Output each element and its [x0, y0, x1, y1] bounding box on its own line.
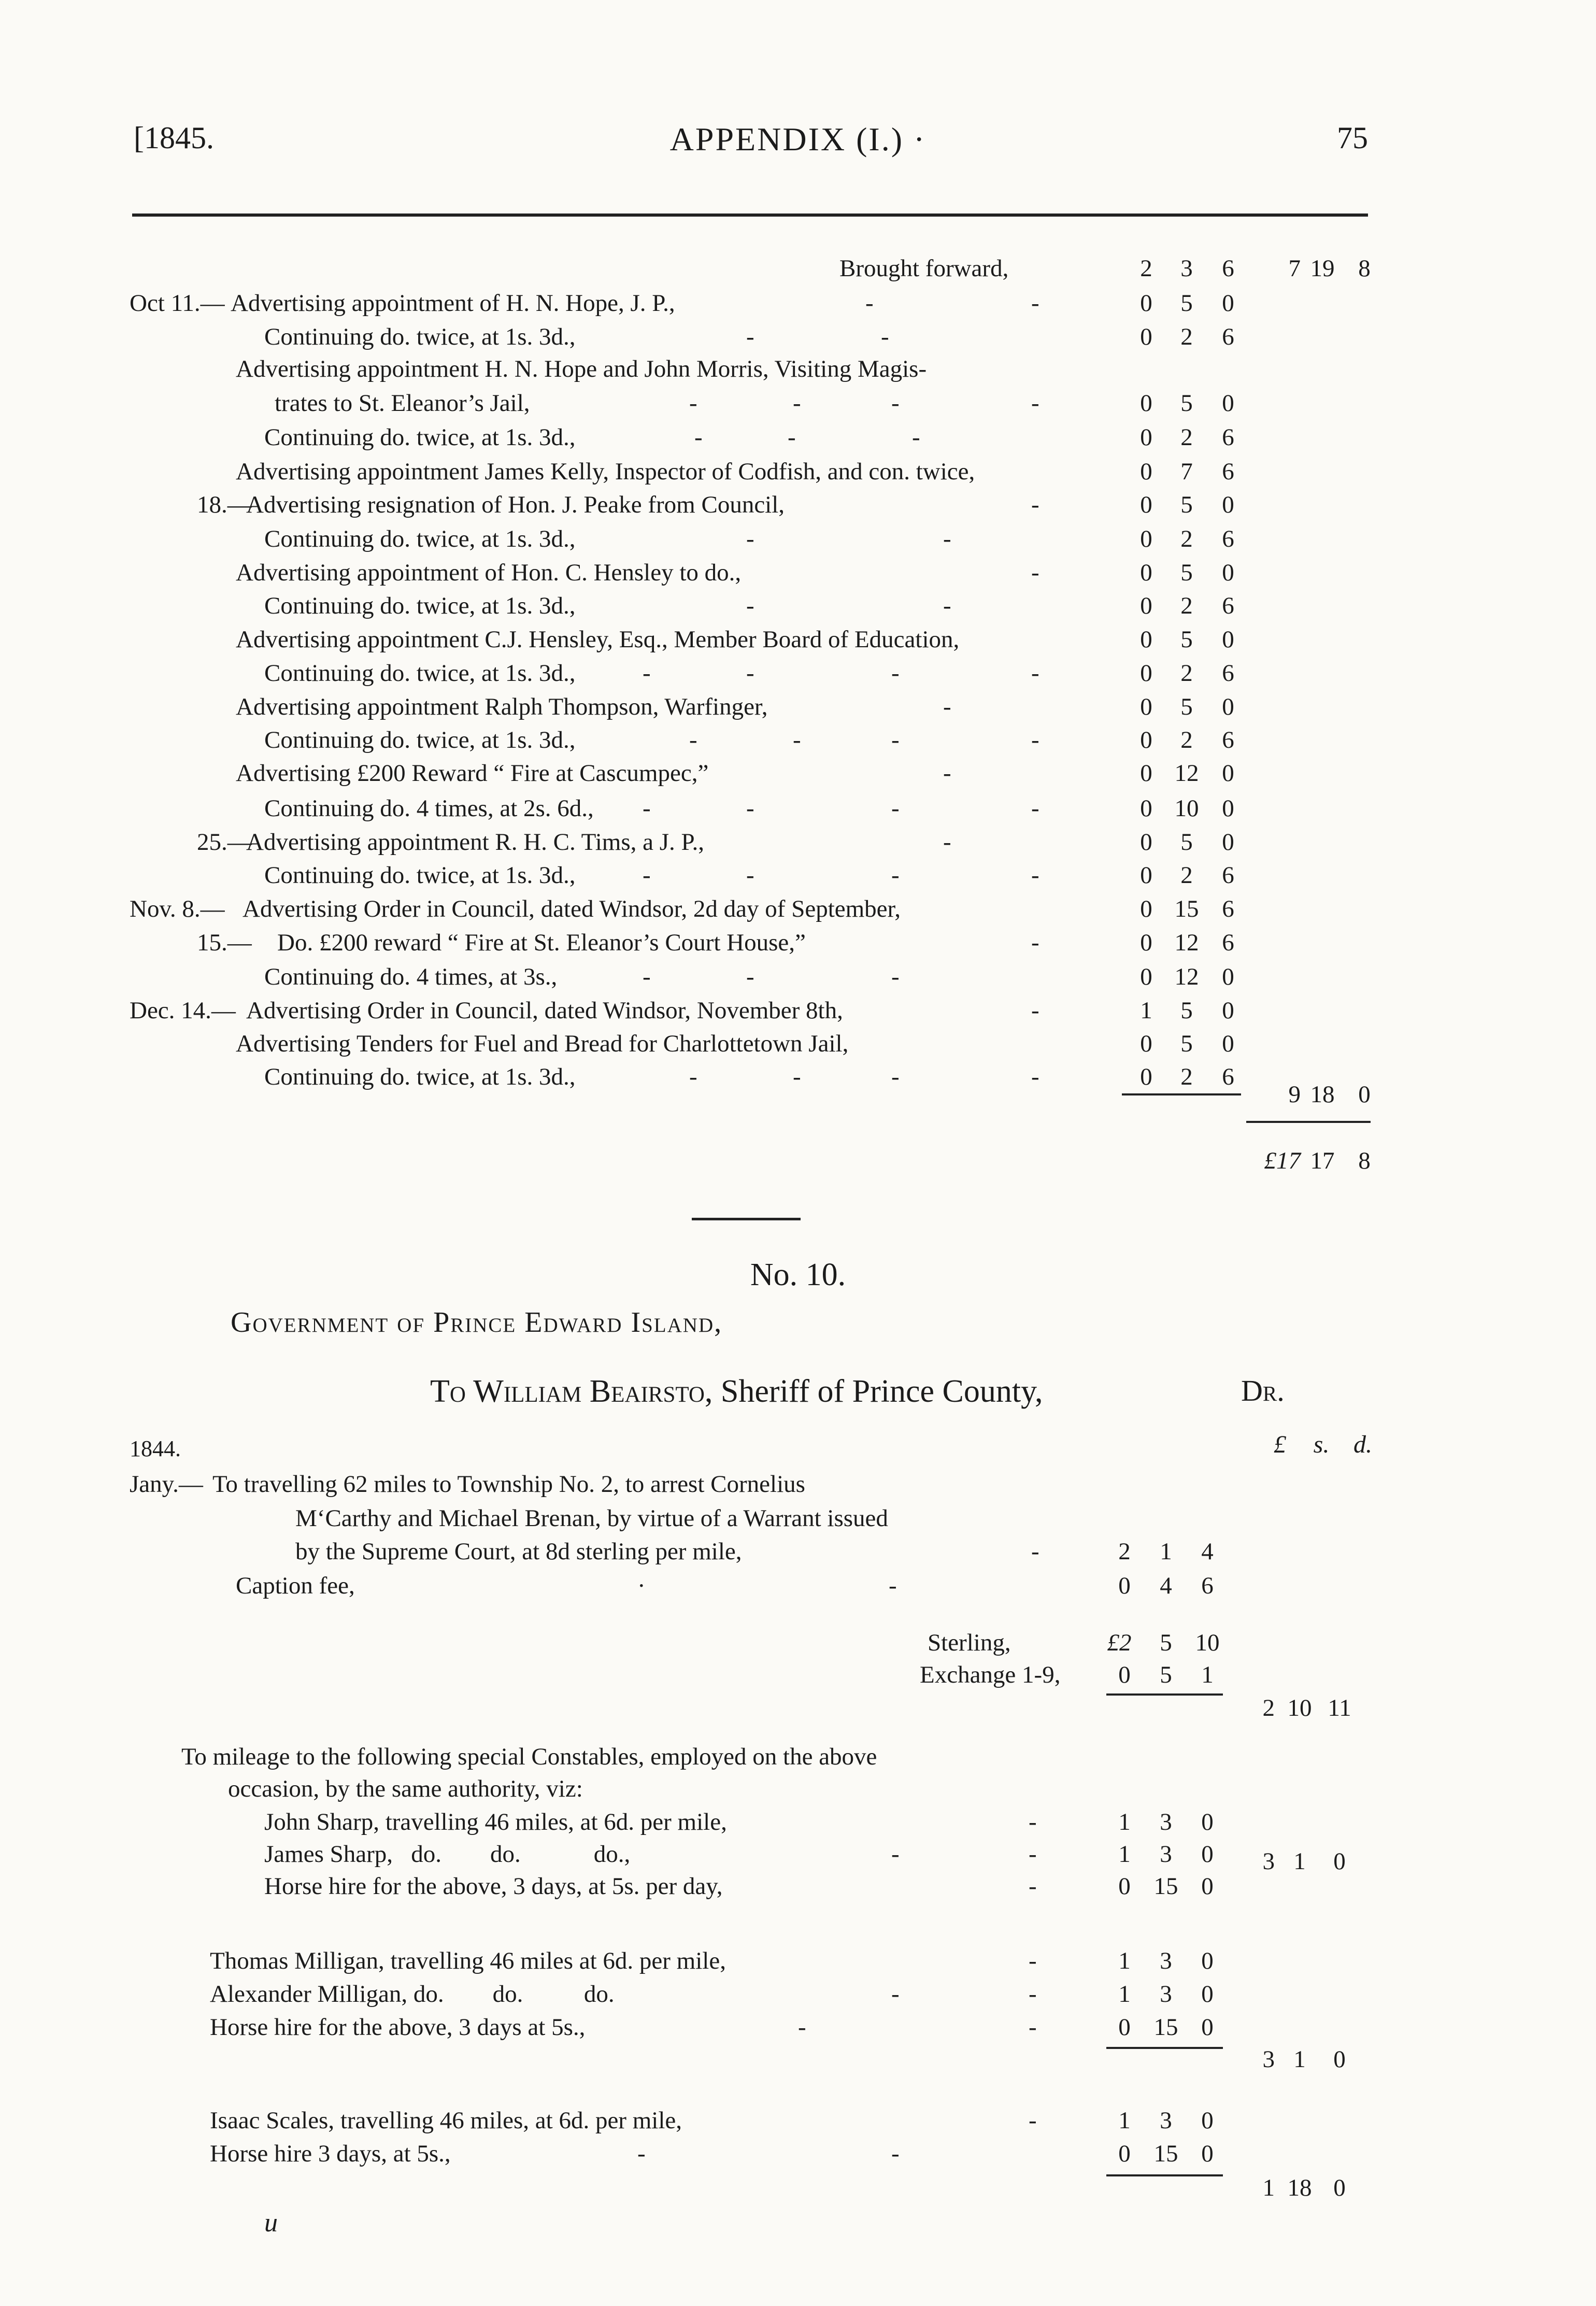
amount-shillings: 15: [1174, 895, 1199, 922]
brought-forward-label: Brought forward,: [839, 255, 1009, 282]
grand-total-pence: 8: [1358, 1147, 1371, 1174]
entry-row: Continuing do. twice, at 1s. 3d., - - 0 2 6: [0, 589, 1596, 622]
account-heading-role: Sheriff of Prince County,: [712, 1374, 1043, 1409]
entry-row: Continuing do. twice, at 1s. 3d., - - - - 0 2 6: [0, 657, 1596, 690]
amount-pounds: 0: [1140, 760, 1152, 787]
amount-shillings: 5: [1180, 491, 1193, 518]
entry-text: Advertising resignation of Hon. J. Peake from Council,: [246, 491, 785, 518]
amount-pounds: 0: [1140, 693, 1152, 720]
amount-pounds: 0: [1140, 1063, 1152, 1090]
currency-pence-label: d.: [1353, 1431, 1372, 1458]
total-shillings: 18: [1287, 2174, 1312, 2201]
entry-text: Continuing do. 4 times, at 2s. 6d.,: [264, 795, 594, 822]
amount-pounds: 1: [1118, 1981, 1131, 2008]
entry-text: Advertising Order in Council, dated Windsor, November 8th,: [246, 997, 843, 1024]
amount-shillings: 3: [1160, 1947, 1172, 1974]
sterling-shillings: 5: [1160, 1629, 1172, 1656]
amount-pence: 0: [1201, 2140, 1214, 2167]
total-shillings: 1: [1293, 2046, 1306, 2073]
entry-text: Advertising £200 Reward “ Fire at Cascumpec,”: [236, 760, 709, 787]
amount-pounds: 0: [1140, 424, 1152, 451]
entry-text: Advertising appointment of Hon. C. Hensley to do.,: [236, 559, 742, 586]
amount-shillings: 12: [1174, 760, 1199, 787]
entry-row: [0, 892, 1596, 926]
account-year: 1844.: [130, 1436, 181, 1461]
jany-shillings: 1: [1160, 1538, 1172, 1565]
entry-text: Continuing do. twice, at 1s. 3d.,: [264, 592, 576, 619]
amount-pounds: 0: [1140, 929, 1152, 956]
amount-shillings: 2: [1180, 424, 1193, 451]
constable-row: Thomas Milligan, travelling 46 miles at 6d. per mile, - 1 3 0: [0, 1944, 1596, 1977]
amount-pounds: 0: [1140, 592, 1152, 619]
amount-pence: 6: [1222, 592, 1234, 619]
amount-shillings: 2: [1180, 323, 1193, 350]
currency-shillings-label: s.: [1313, 1431, 1330, 1458]
caption-label: Caption fee,: [236, 1572, 355, 1599]
amount-shillings: 3: [1160, 1841, 1172, 1868]
constable-text: John Sharp, travelling 46 miles, at 6d. per mile,: [264, 1809, 727, 1835]
sub1-total-shillings: 10: [1287, 1695, 1312, 1721]
total-shillings: 19: [1310, 255, 1335, 282]
entry-row: 18.— Advertising resignation of Hon. J. Peake from Council, - 0 5 0: [0, 488, 1596, 521]
amount-shillings: 2: [1180, 727, 1193, 753]
entry-row: Advertising £200 Reward “ Fire at Cascumpec,” - 0 12 0: [0, 757, 1596, 790]
total-pounds: 3: [1262, 2046, 1275, 2073]
amount-pounds: 0: [1140, 458, 1152, 485]
amount-pence: 0: [1201, 2014, 1214, 2041]
entry-row: Continuing do. twice, at 1s. 3d., - - - - 0 2 6: [0, 1060, 1596, 1093]
amount-shillings: 2: [1180, 862, 1193, 889]
header-rule: [132, 213, 1368, 217]
amount-pence: 6: [1222, 660, 1234, 687]
amount-pence: 0: [1222, 390, 1234, 417]
entry-row: [0, 1027, 1596, 1060]
government-heading: Government of Prince Edward Island,: [231, 1306, 723, 1339]
entry-row: trates to St. Eleanor’s Jail, - - - - 0 5 0: [0, 387, 1596, 420]
amount-shillings: 10: [1174, 795, 1199, 822]
entry-row: Continuing do. twice, at 1s. 3d., - - - - 0 2 6: [0, 723, 1596, 757]
amount-shillings: 5: [1180, 290, 1193, 317]
entry-row: Oct 11.— Advertising appointment of H. N. Hope, J. P., - - 0 5 0: [0, 287, 1596, 320]
entry-row: 15.— Do. £200 reward “ Fire at St. Eleanor’s Court House,” - 0 12 6: [0, 926, 1596, 959]
amount-shillings: 15: [1153, 1873, 1178, 1900]
debtor-label: Dr.: [1241, 1374, 1285, 1407]
entry-text: Continuing do. twice, at 1s. 3d.,: [264, 525, 576, 552]
entry-row: [0, 623, 1596, 656]
mileage-text-2: occasion, by the same authority, viz:: [228, 1775, 583, 1802]
amount-pence: 0: [1222, 626, 1234, 653]
exchange-shillings: 5: [1160, 1661, 1172, 1688]
sterling-pounds: £2: [1107, 1629, 1132, 1656]
entry-row: Continuing do. twice, at 1s. 3d., - - - 0 2 6: [0, 421, 1596, 454]
entry-date: 25.—: [197, 829, 252, 856]
header-page-number: 75: [1337, 121, 1368, 155]
entry-row: [0, 455, 1596, 488]
total-pence: 0: [1333, 2046, 1346, 2073]
amount-shillings: 5: [1180, 559, 1193, 586]
entry-text: Advertising appointment of H. N. Hope, J. P.,: [231, 290, 675, 317]
amount-shillings: 5: [1180, 829, 1193, 856]
amount-pence: 0: [1222, 760, 1234, 787]
entry-date: 18.—: [197, 491, 252, 518]
exchange-pounds: 0: [1118, 1661, 1131, 1688]
amount-shillings: 12: [1174, 963, 1199, 990]
constable-row: Alexander Milligan, do. do. do. - - 1 3 0: [0, 1977, 1596, 2011]
jany-date: Jany.—: [130, 1471, 203, 1498]
constable-row: John Sharp, travelling 46 miles, at 6d. per mile, - 1 3 0: [0, 1805, 1596, 1839]
amount-pence: 0: [1222, 693, 1234, 720]
entry-row: Continuing do. 4 times, at 3s., - - - 0 12 0: [0, 960, 1596, 993]
entry-text: Advertising appointment R. H. C. Tims, a J. P.,: [246, 829, 704, 856]
amount-pounds: 0: [1140, 626, 1152, 653]
entry-row: Continuing do. twice, at 1s. 3d., - - - - 0 2 6: [0, 859, 1596, 892]
amount-pence: 0: [1222, 1030, 1234, 1057]
amount-shillings: 15: [1153, 2140, 1178, 2167]
caption-pence: 6: [1201, 1572, 1214, 1599]
caption-row: Caption fee, · - 0 4 6: [0, 1569, 1596, 1602]
sterling-label: Sterling,: [928, 1629, 1011, 1656]
amount-pence: 0: [1222, 795, 1234, 822]
section-total-pence: 0: [1358, 1081, 1371, 1108]
entry-text: trates to St. Eleanor’s Jail,: [275, 390, 530, 417]
header-year: [1845.: [134, 121, 214, 155]
amount-pounds: 0: [1140, 862, 1152, 889]
entry-date: Dec. 14.—: [130, 997, 236, 1024]
brought-forward-row: [0, 252, 1596, 285]
amount-shillings: 2: [1180, 1063, 1193, 1090]
jany-pounds: 2: [1118, 1538, 1131, 1565]
sub1-total-row: [0, 1691, 1596, 1725]
constable-row: Horse hire 3 days, at 5s., - - 0 15 0: [0, 2137, 1596, 2170]
amount-shillings: 5: [1180, 1030, 1193, 1057]
account-heading-name: To William Beairsto,: [430, 1374, 713, 1409]
constable-text: Horse hire for the above, 3 days, at 5s. per day,: [264, 1873, 723, 1900]
amount-pence: 0: [1201, 2107, 1214, 2134]
exchange-pence: 1: [1201, 1661, 1214, 1688]
jany-text-2: M‘Carthy and Michael Brenan, by virtue of a Warrant issued: [295, 1505, 888, 1532]
total-pounds: 1: [1262, 2174, 1275, 2201]
amount-pence: 6: [1222, 525, 1234, 552]
amount-pence: 6: [1222, 727, 1234, 753]
constable-row: Isaac Scales, travelling 46 miles, at 6d. per mile, - 1 3 0: [0, 2104, 1596, 2137]
entry-text: Continuing do. 4 times, at 3s.,: [264, 963, 558, 990]
mileage-line-2: [0, 1772, 1596, 1805]
jany-pence: 4: [1201, 1538, 1214, 1565]
constable-text: Horse hire for the above, 3 days at 5s.,: [210, 2014, 586, 2041]
amount-shillings: 3: [1160, 1809, 1172, 1835]
constable-row: James Sharp, do. do. do., - - 1 3 0: [0, 1838, 1596, 1871]
amount-shillings: 5: [1180, 997, 1193, 1024]
amount-pounds: 0: [1140, 829, 1152, 856]
amount-shillings: 7: [1180, 458, 1193, 485]
jany-text-1: To travelling 62 miles to Township No. 2, to arrest Cornelius: [212, 1471, 805, 1498]
entry-row: Continuing do. twice, at 1s. 3d., - - 0 2 6: [0, 320, 1596, 353]
entry-date: Oct 11.—: [130, 290, 225, 317]
entry-row: Advertising appointment of Hon. C. Hensley to do., - 0 5 0: [0, 556, 1596, 589]
jany-line-2: [0, 1502, 1596, 1535]
entry-row: 25.— Advertising appointment R. H. C. Tims, a J. P., - 0 5 0: [0, 825, 1596, 859]
constable-text: Horse hire 3 days, at 5s.,: [210, 2140, 451, 2167]
entry-text: Advertising appointment Ralph Thompson, Warfinger,: [236, 693, 768, 720]
amount-pence: 0: [1201, 1841, 1214, 1868]
amount-pence: 6: [1222, 323, 1234, 350]
grand-total-shillings: 17: [1310, 1147, 1335, 1174]
entry-text: Advertising appointment James Kelly, Inspector of Codfish, and con. twice,: [236, 458, 975, 485]
mileage-line-1: [0, 1740, 1596, 1773]
amount-pounds: 0: [1140, 727, 1152, 753]
amount-shillings: 3: [1160, 1981, 1172, 2008]
entry-date: 15.—: [197, 929, 252, 956]
amount-pence: 6: [1222, 862, 1234, 889]
caption-shillings: 4: [1160, 1572, 1172, 1599]
amount-pounds: 1: [1118, 2107, 1131, 2134]
exchange-row: [0, 1658, 1596, 1691]
amount-shillings: 5: [1180, 626, 1193, 653]
entry-text: Do. £200 reward “ Fire at St. Eleanor’s Court House,”: [277, 929, 806, 956]
amount-shillings: 5: [1180, 390, 1193, 417]
amount-pence: 6: [1222, 424, 1234, 451]
amount-pounds: 0: [1118, 2014, 1131, 2041]
amount-pounds: 0: [1140, 323, 1152, 350]
amount-pence: 0: [1222, 290, 1234, 317]
total-pence: 8: [1358, 255, 1371, 282]
entry-text: Continuing do. twice, at 1s. 3d.,: [264, 424, 576, 451]
section-total-row: [0, 1078, 1596, 1111]
amount-pence: 0: [1222, 963, 1234, 990]
entry-text: Continuing do. twice, at 1s. 3d.,: [264, 727, 576, 753]
amount-shillings: 2: [1180, 525, 1193, 552]
group3-total-row: [0, 2171, 1596, 2204]
amount-pence: 6: [1222, 458, 1234, 485]
group2-total-row: [0, 2043, 1596, 2076]
amount-pounds: 0: [1140, 525, 1152, 552]
amount-shillings: 2: [1180, 592, 1193, 619]
amount-pence: 6: [1222, 255, 1234, 282]
caption-pounds: 0: [1118, 1572, 1131, 1599]
entry-text: Advertising appointment H. N. Hope and John Morris, Visiting Magis-: [236, 355, 927, 382]
entry-text: Continuing do. twice, at 1s. 3d.,: [264, 323, 576, 350]
grand-total-rule: [1246, 1121, 1371, 1123]
section-number: No. 10.: [750, 1257, 846, 1292]
amount-pence: 0: [1201, 1947, 1214, 1974]
amount-pence: 6: [1222, 1063, 1234, 1090]
entry-text: Continuing do. twice, at 1s. 3d.,: [264, 1063, 576, 1090]
entry-text: Advertising appointment C.J. Hensley, Esq., Member Board of Education,: [236, 626, 960, 653]
jany-line-1: [0, 1468, 1596, 1501]
amount-pounds: 0: [1118, 1873, 1131, 1900]
constable-text: James Sharp, do. do. do.,: [264, 1841, 631, 1868]
sub1-total-pounds: 2: [1262, 1695, 1275, 1721]
amount-pence: 0: [1222, 997, 1234, 1024]
amount-pounds: 0: [1140, 390, 1152, 417]
grand-total-pounds: £17: [1264, 1147, 1301, 1174]
amount-pence: 0: [1201, 1981, 1214, 2008]
section-total-pounds: 9: [1288, 1081, 1301, 1108]
sterling-row: [0, 1626, 1596, 1659]
amount-pounds: 1: [1118, 1841, 1131, 1868]
entry-date: Nov. 8.—: [130, 895, 225, 922]
jany-line-3: by the Supreme Court, at 8d sterling per mile, - 2 1 4: [0, 1535, 1596, 1568]
jany-text-3: by the Supreme Court, at 8d sterling per mile,: [295, 1538, 742, 1565]
section-divider: [692, 1218, 801, 1220]
amount-pounds: 1: [1118, 1947, 1131, 1974]
entry-text: Advertising Order in Council, dated Windsor, 2d day of September,: [243, 895, 901, 922]
amount-shillings: 5: [1180, 693, 1193, 720]
entry-row: Continuing do. 4 times, at 2s. 6d., - - - - 0 10 0: [0, 792, 1596, 825]
total-pounds: 7: [1288, 255, 1301, 282]
entry-row: [0, 352, 1596, 386]
amount-shillings: 15: [1153, 2014, 1178, 2041]
amount-pounds: 0: [1140, 491, 1152, 518]
amount-pence: 0: [1222, 491, 1234, 518]
signature-mark: u: [264, 2208, 278, 2238]
amount-shillings: 3: [1160, 2107, 1172, 2134]
exchange-label: Exchange 1-9,: [920, 1661, 1061, 1688]
currency-header: [1259, 1430, 1384, 1459]
header-title: APPENDIX (I.) ·: [669, 121, 927, 158]
total-pence: 0: [1333, 2174, 1346, 2201]
entry-row: Dec. 14.— Advertising Order in Council, dated Windsor, November 8th, - 1 5 0: [0, 994, 1596, 1027]
amount-shillings: 2: [1180, 660, 1193, 687]
amount-pounds: 1: [1140, 997, 1152, 1024]
amount-shillings: 3: [1180, 255, 1193, 282]
amount-pence: 0: [1201, 1873, 1214, 1900]
section-total-shillings: 18: [1310, 1081, 1335, 1108]
constable-text: Thomas Milligan, travelling 46 miles at 6d. per mile,: [210, 1947, 726, 1974]
amount-shillings: 12: [1174, 929, 1199, 956]
entry-text: Continuing do. twice, at 1s. 3d.,: [264, 660, 576, 687]
entry-text: Continuing do. twice, at 1s. 3d.,: [264, 862, 576, 889]
entry-row: Continuing do. twice, at 1s. 3d., - - 0 2 6: [0, 522, 1596, 556]
amount-pounds: 0: [1140, 895, 1152, 922]
constable-row: Horse hire for the above, 3 days, at 5s. per day, - 0 15 0: [0, 1870, 1596, 1903]
amount-pounds: 0: [1140, 290, 1152, 317]
amount-pounds: 0: [1140, 660, 1152, 687]
group1-total-row: [0, 1845, 1596, 1878]
amount-pounds: 0: [1140, 963, 1152, 990]
amount-pence: 6: [1222, 929, 1234, 956]
mileage-text-1: To mileage to the following special Constables, employed on the above: [181, 1743, 877, 1770]
amount-pounds: 0: [1140, 1030, 1152, 1057]
total-pounds: 3: [1262, 1848, 1275, 1875]
entry-text: Advertising Tenders for Fuel and Bread for Charlottetown Jail,: [236, 1030, 849, 1057]
total-pence: 0: [1333, 1848, 1346, 1875]
grand-total-row: [0, 1144, 1596, 1177]
account-heading: [430, 1373, 1043, 1410]
amount-pence: 0: [1222, 559, 1234, 586]
amount-pounds: 0: [1118, 2140, 1131, 2167]
sterling-pence: 10: [1195, 1629, 1220, 1656]
amount-pounds: 2: [1140, 255, 1152, 282]
entry-row: Advertising appointment Ralph Thompson, Warfinger, - 0 5 0: [0, 690, 1596, 723]
amount-pence: 0: [1201, 1809, 1214, 1835]
currency-pounds-label: £: [1274, 1431, 1286, 1458]
constable-row: Horse hire for the above, 3 days at 5s., - - 0 15 0: [0, 2011, 1596, 2044]
amount-pounds: 0: [1140, 795, 1152, 822]
total-shillings: 1: [1293, 1848, 1306, 1875]
constable-text: Isaac Scales, travelling 46 miles, at 6d. per mile,: [210, 2107, 682, 2134]
amount-pounds: 0: [1140, 559, 1152, 586]
amount-pounds: 1: [1118, 1809, 1131, 1835]
sub1-total-pence: 11: [1328, 1695, 1351, 1721]
amount-pence: 6: [1222, 895, 1234, 922]
amount-pence: 0: [1222, 829, 1234, 856]
constable-text: Alexander Milligan, do. do. do.: [210, 1981, 615, 2008]
